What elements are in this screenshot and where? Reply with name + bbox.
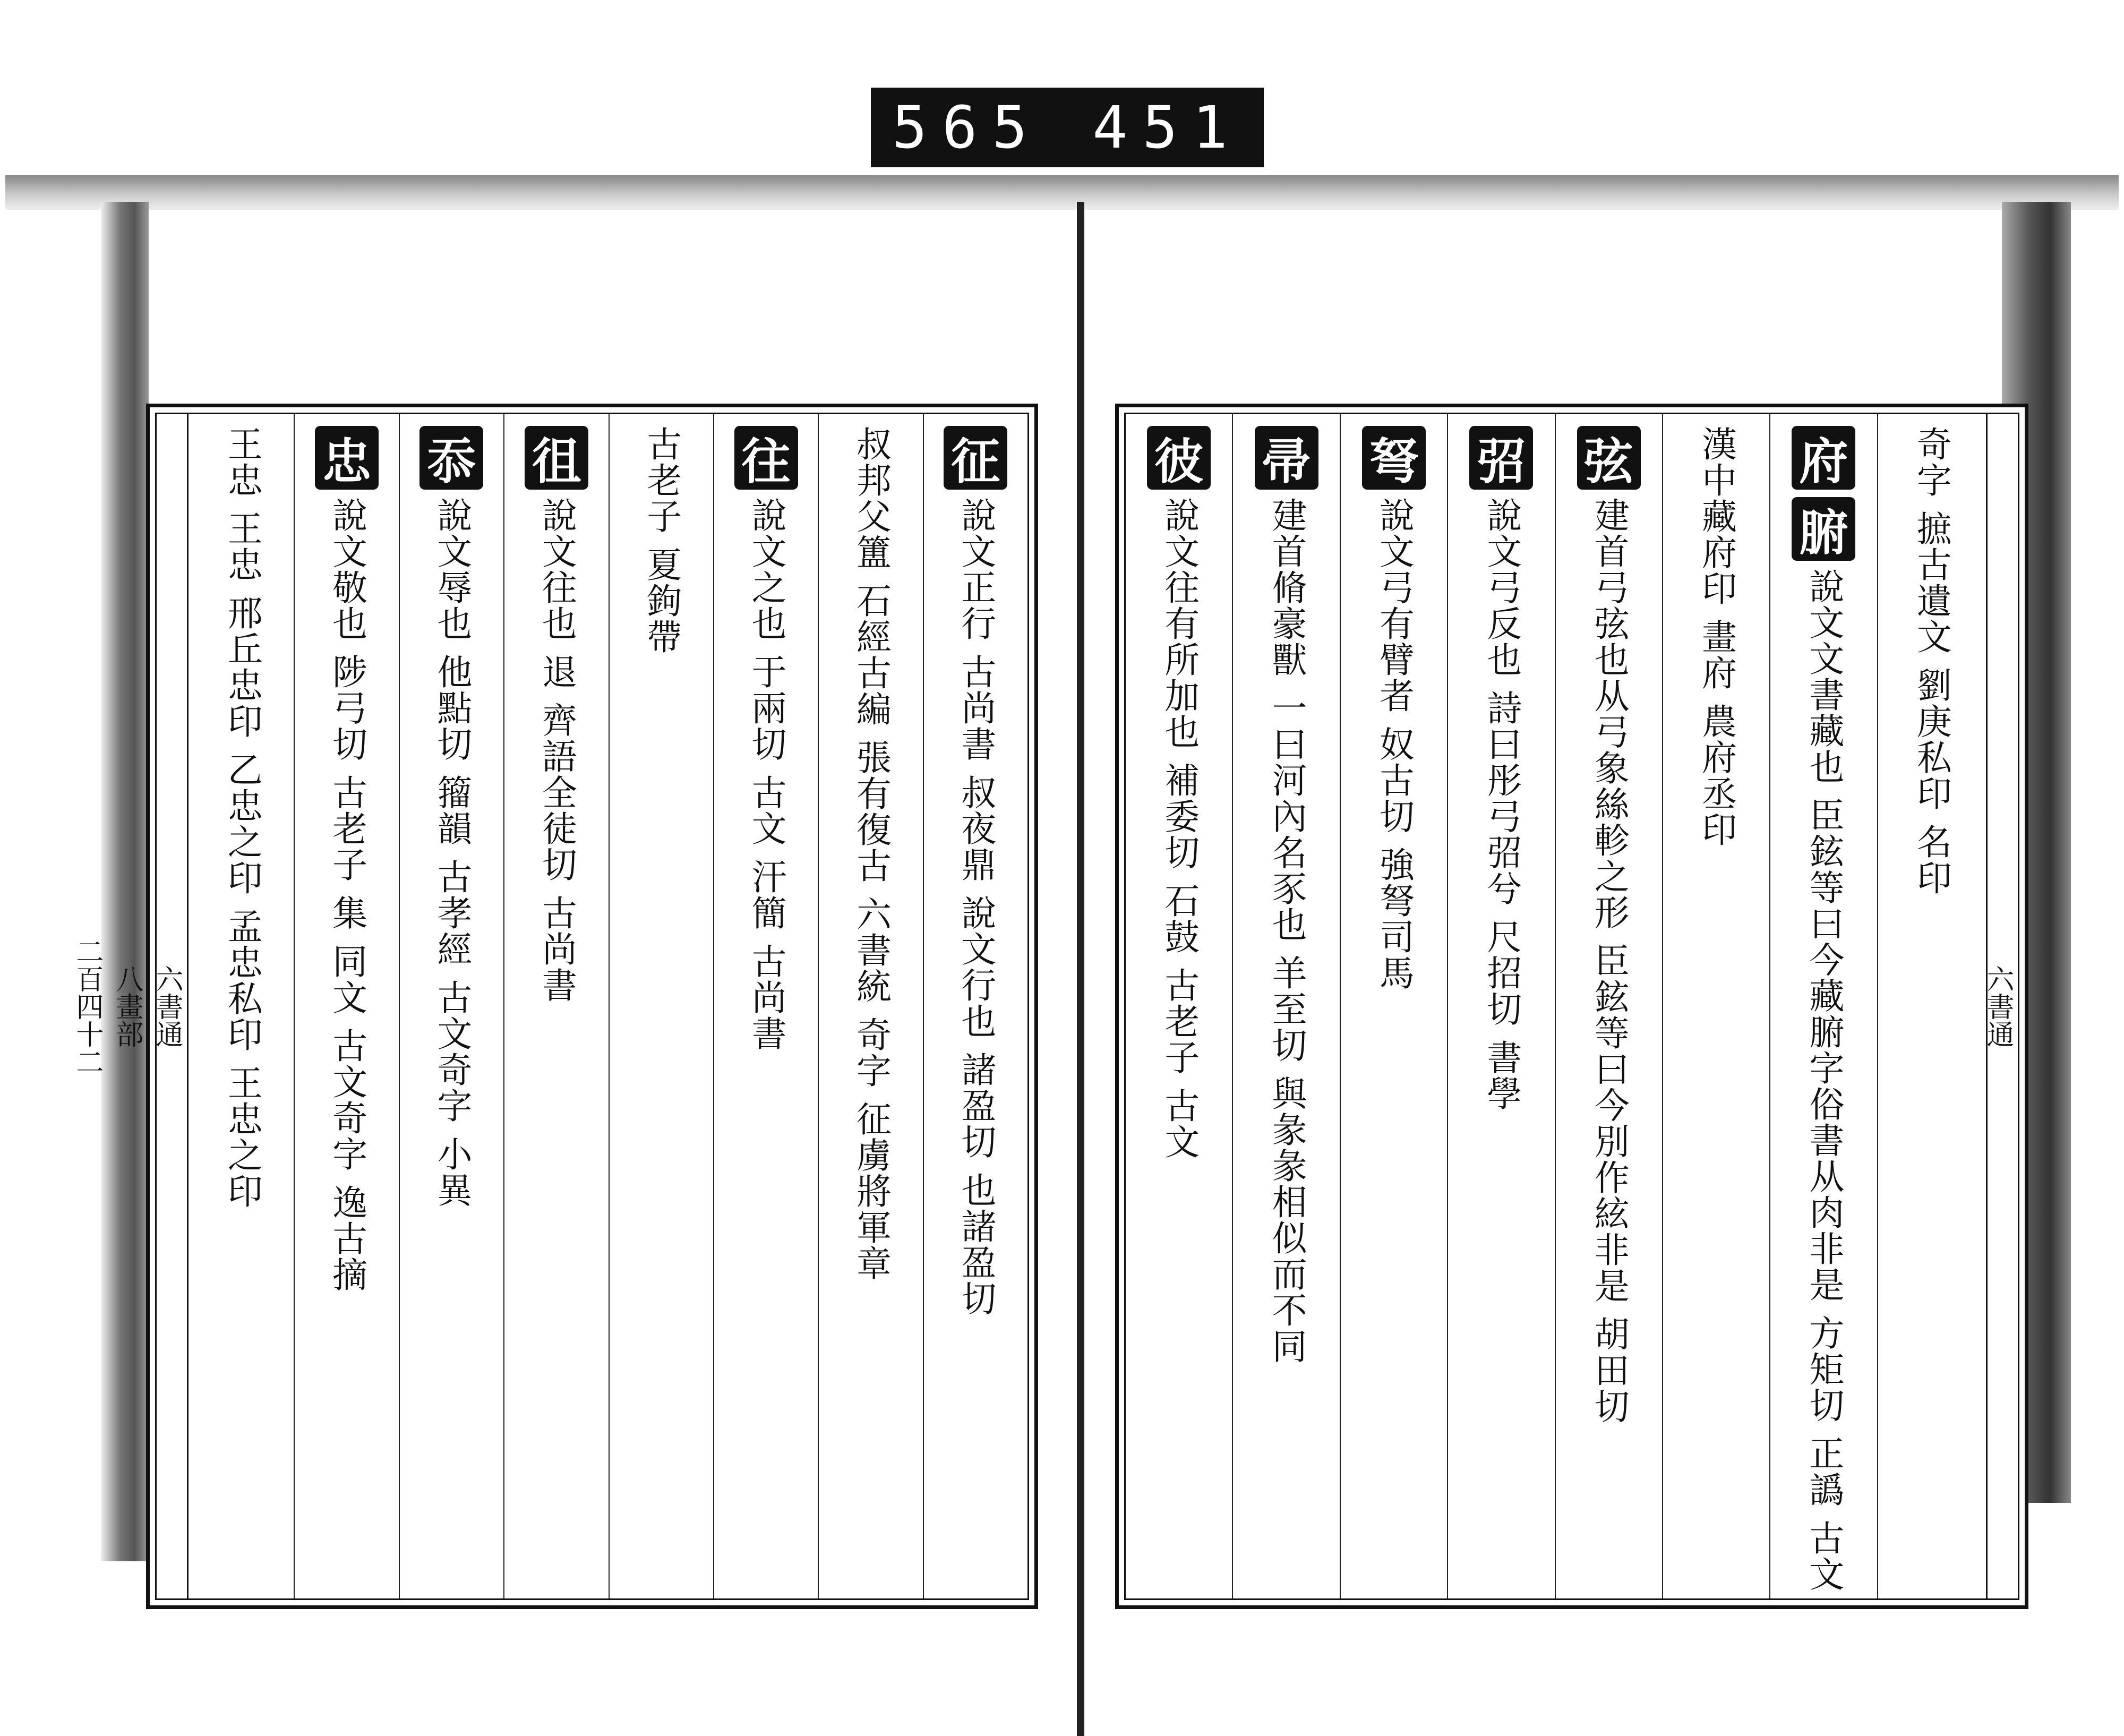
entry-column	[503, 414, 608, 1598]
entry-text: 說文敬也 陟弓切 古老子 集 同文 古文奇字 逸古摘	[326, 497, 367, 1293]
entry-column	[1340, 414, 1447, 1598]
margin-folio: 二百四十二	[71, 937, 103, 1075]
entry-text: 奇字 摭古遺文 劉庚私印 名印	[1911, 426, 1952, 896]
entry-head-char: 彼	[1147, 426, 1211, 490]
entry-text: 說文往有所加也 補委切 石鼓 古老子 古文	[1158, 497, 1200, 1160]
right-page-inner-frame	[1124, 413, 2019, 1600]
left-page	[71, 404, 1038, 1609]
entry-head-char: 弩	[1362, 426, 1426, 490]
entry-text: 說文往也 退 齊語全徒切 古尚書	[536, 497, 577, 1003]
entry-head-char: 帚	[1255, 426, 1318, 490]
reel-number-label	[871, 88, 1264, 167]
entry-head-char: 弨	[1469, 426, 1533, 490]
entry-column	[1877, 414, 1984, 1598]
entry-column	[1232, 414, 1339, 1598]
entry-text: 說文弓反也 詩曰彤弓弨兮 尺招切 書學	[1480, 497, 1522, 1111]
entry-text: 古老子 夏鉤帶	[640, 426, 682, 655]
book-top-edge	[5, 175, 2119, 210]
entry-column	[1447, 414, 1554, 1598]
entry-text: 王忠 王忠 邢丘忠印 乙忠之印 孟忠私印 王忠之印	[221, 426, 263, 1209]
entry-text: 說文辱也 他點切 籀韻 古孝經 古文奇字 小異	[431, 497, 473, 1208]
entry-text: 漢中藏府印 畫府 農府丞印	[1695, 426, 1737, 848]
reel-number-left: 565	[892, 93, 1042, 161]
entry-column	[1555, 414, 1662, 1598]
left-page-columns	[190, 414, 1027, 1598]
left-page-inner-frame	[71, 413, 1029, 1600]
entry-column	[294, 414, 398, 1598]
entry-column	[190, 414, 294, 1598]
entry-head-char: 忠	[315, 426, 379, 490]
entry-text: 說文弓有臂者 奴古切 強弩司馬	[1373, 497, 1415, 991]
entry-column	[609, 414, 713, 1598]
entry-head-char: 府	[1792, 426, 1855, 490]
left-page-edge	[101, 202, 149, 1561]
book-gutter	[1077, 202, 1084, 1736]
entry-column	[818, 414, 922, 1598]
margin-title: 六書通	[151, 965, 183, 1048]
entry-column	[923, 414, 1027, 1598]
entry-text: 說文正行 古尚書 叔夜鼎 說文行也 諸盈切 也諸盈切	[955, 497, 996, 1316]
entry-column	[1769, 414, 1877, 1598]
entry-head-char: 征	[944, 426, 1007, 490]
right-page-margin	[1982, 414, 2018, 1598]
entry-column	[1126, 414, 1232, 1598]
margin-title: 六書通	[1982, 965, 2014, 1048]
reel-number-right: 451	[1092, 93, 1243, 161]
entry-text: 建首脩豪獸 一曰河內名豕也 羊至切 與彖彖相似而不同	[1266, 497, 1307, 1364]
entry-column	[399, 414, 503, 1598]
entry-head-char: 徂	[525, 426, 588, 490]
entry-text: 說文文書藏也 臣鉉等曰今藏腑字俗書从肉非是 方矩切 正譌 古文	[1803, 568, 1845, 1592]
left-page-margin	[71, 414, 189, 1598]
entry-column	[713, 414, 818, 1598]
entry-head-char: 弦	[1577, 426, 1641, 490]
entry-column	[1662, 414, 1769, 1598]
entry-head-char: 往	[734, 426, 798, 490]
entry-text: 叔邦父簠 石經古編 張有復古 六書統 奇字 征虜將軍章	[850, 426, 892, 1281]
entry-head-char-variant: 腑	[1792, 497, 1855, 561]
entry-head-char: 忝	[419, 426, 483, 490]
entry-text: 說文之也 于兩切 古文 汗簡 古尚書	[746, 497, 787, 1051]
entry-text: 建首弓弦也从弓象絲軫之形 臣鉉等曰今別作絃非是 胡田切	[1588, 497, 1630, 1424]
margin-section: 八畫部	[111, 965, 143, 1048]
right-page-columns	[1126, 414, 1984, 1598]
right-page	[1115, 404, 2028, 1609]
